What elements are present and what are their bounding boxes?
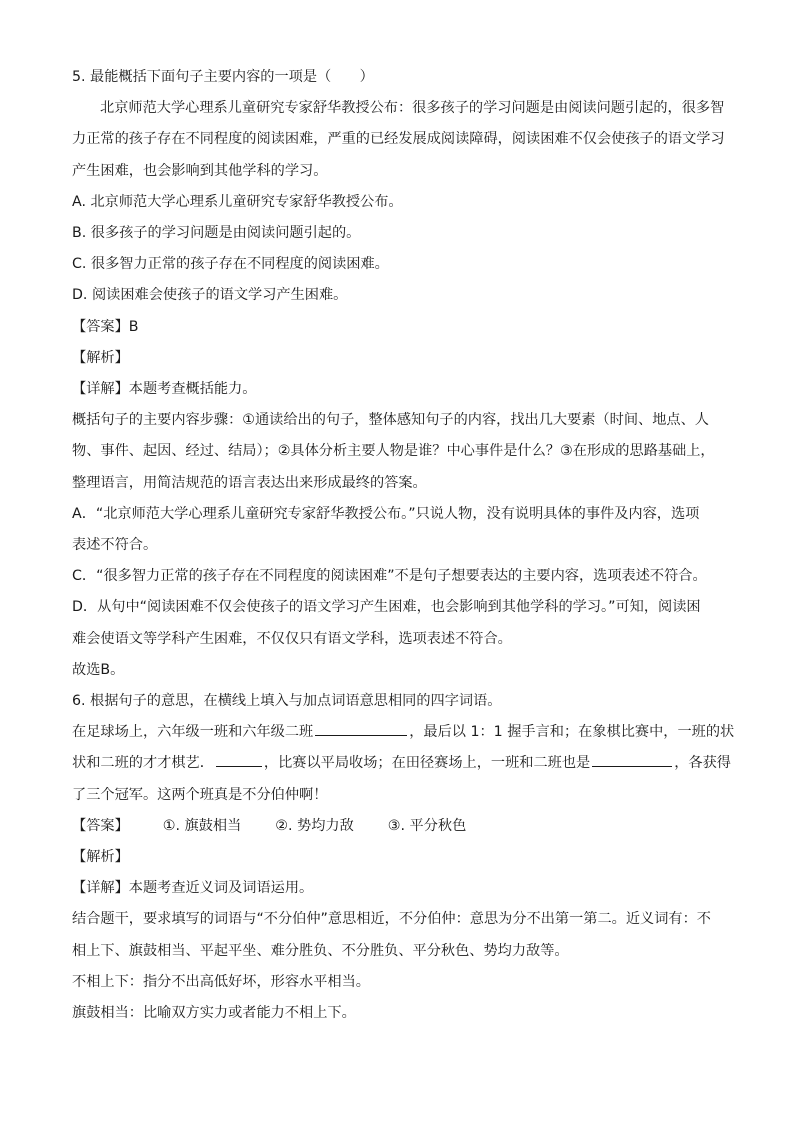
q5-answer: 【答案】B [72, 318, 139, 335]
q6-sentence-line-2 [72, 748, 731, 779]
q5-option-c: C. 很多智力正常的孩子存在不同程度的阅读困难。 [72, 256, 389, 273]
q5-option-a: A. 北京师范大学心理系儿童研究专家舒华教授公布。 [72, 193, 403, 210]
q5-detail-line: 整理语言，用简洁规范的语言表达出来形成最终的答案。 [72, 474, 427, 491]
q5-detail-line: 概括句子的主要内容步骤：①通读给出的句子，整体感知句子的内容，找出几大要素（时间、地点、人 [72, 412, 709, 429]
fill-blank-3[interactable] [592, 749, 672, 767]
q5-detail-line: A．“北京师范大学心理系儿童研究专家舒华教授公布。”只说人物，没有说明具体的事件及内容，选项 [72, 505, 700, 522]
q6-answer [72, 811, 722, 842]
q6-sentence-line-3: 了三个冠军。这两个班真是不分伯仲啊！ [72, 786, 328, 803]
q5-detail-line: 难会使语文等学科产生困难，不仅仅只有语文学科，选项表述不符合。 [72, 630, 512, 647]
q6-text: ，最后以 1：1 握手言和；在象棋比赛中，一班的状 [409, 724, 735, 741]
q6-detail-line: 结合题干，要求填写的词语与“不分伯仲”意思相近，不分伯仲：意思为分不出第一第二。近义词有：不 [72, 911, 711, 928]
q6-detail-line: 【详解】本题考查近义词及词语运用。 [72, 880, 314, 897]
q5-option-d: D. 阅读困难会使孩子的语文学习产生困难。 [72, 287, 348, 304]
q6-analysis-label: 【解析】 [72, 849, 129, 866]
q5-option-b: B. 很多孩子的学习问题是由阅读问题引起的。 [72, 225, 361, 242]
q6-detail-line: 相上下、旗鼓相当、平起平坐、难分胜负、不分胜负、平分秋色、势均力敌等。 [72, 942, 569, 959]
q6-text: 状和二班的才才棋艺． [72, 755, 214, 772]
q6-stem: 6. 根据句子的意思，在横线上填入与加点词语意思相同的四字词语。 [72, 693, 502, 710]
answer-item: ①. 旗鼓相当 [162, 817, 242, 834]
q5-passage-line-2: 力正常的孩子存在不同程度的阅读困难，严重的已经发展成阅读障碍，阅读困难不仅会使孩子的语文学习 [72, 131, 725, 148]
q5-passage-line-3: 产生困难，也会影响到其他学科的学习。 [72, 162, 328, 179]
q5-detail-line: C．“很多智力正常的孩子存在不同程度的阅读困难”不是句子想要表达的主要内容，选项表述不符合。 [72, 568, 707, 585]
fill-blank-2[interactable] [216, 749, 262, 767]
q5-detail-line: 【详解】本题考查概括能力。 [72, 381, 257, 398]
q6-detail-line: 不相上下：指分不出高低好坏，形容水平相当。 [72, 973, 370, 990]
q6-sentence-line-1 [72, 717, 735, 748]
answer-label: 【答案】 [72, 817, 129, 834]
q5-detail-line: 故选B。 [72, 661, 125, 678]
fill-blank-1[interactable] [315, 718, 407, 736]
q5-detail-line: 物、事件、起因、经过、结局）；②具体分析主要人物是谁？中心事件是什么？③在形成的思路基础上， [72, 443, 715, 460]
answer-item: ③. 平分秋色 [387, 817, 467, 834]
answer-item: ②. 势均力敌 [275, 817, 354, 834]
q6-text: ，比赛以平局收场；在田径赛场上，一班和二班也是 [263, 755, 591, 772]
q6-text: 在足球场上，六年级一班和六年级二班 [72, 724, 314, 741]
q5-detail-line: 表述不符合。 [72, 537, 158, 554]
q6-detail-line: 旗鼓相当：比喻双方实力或者能力不相上下。 [72, 1005, 356, 1022]
q5-passage-line-1: 北京师范大学心理系儿童研究专家舒华教授公布：很多孩子的学习问题是由阅读问题引起的，很多智 [100, 100, 725, 117]
q6-text: ，各获得 [674, 755, 731, 772]
q5-analysis-label: 【解析】 [72, 349, 129, 366]
q5-detail-line: D．从句中“阅读困难不仅会使孩子的语文学习产生困难，也会影响到其他学科的学习。”可知，阅读困 [72, 599, 701, 616]
q5-stem: 5. 最能概括下面句子主要内容的一项是（ ） [72, 69, 374, 85]
document-page [72, 62, 735, 1029]
